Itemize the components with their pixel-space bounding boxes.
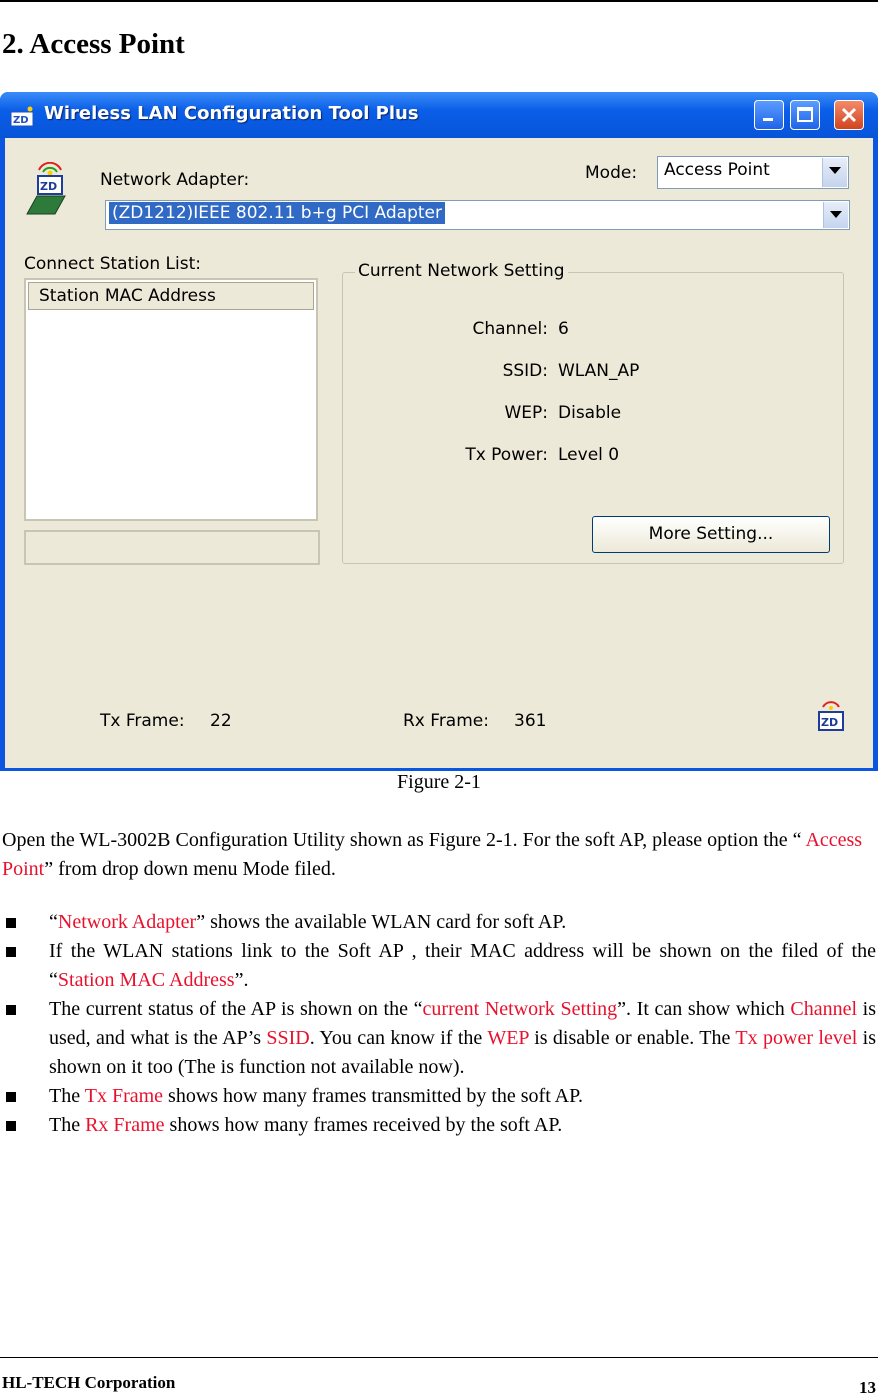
- zd-tray-icon[interactable]: [815, 700, 847, 734]
- zd-app-icon: [10, 106, 34, 128]
- footer-rule: [0, 1357, 878, 1358]
- bullet-item: The current status of the AP is shown on the “current Network Setting”. It can show which Channel is used, and what is the AP’s SSID. You can know if the WEP is disable or enable. The Tx power level is shown on it too (The is function not available now).: [0, 995, 876, 1082]
- channel-value: 6: [558, 319, 569, 339]
- figure-caption: Figure 2-1: [397, 771, 481, 793]
- tx-power-value: Level 0: [558, 445, 620, 465]
- maximize-button[interactable]: [790, 100, 820, 130]
- setting-key: Channel:: [472, 319, 548, 339]
- bullet-square-icon: [6, 947, 16, 957]
- bullet-square-icon: [6, 1005, 16, 1015]
- adapter-select[interactable]: [105, 200, 850, 230]
- top-rule: [0, 0, 878, 2]
- svg-text:ZD: ZD: [13, 115, 29, 126]
- maximize-icon: [791, 101, 819, 129]
- wireless-adapter-icon: [25, 162, 75, 224]
- station-list-label: Connect Station List:: [24, 254, 201, 274]
- close-icon: [835, 101, 863, 129]
- current-network-setting-group: [342, 261, 844, 564]
- bullet-item: If the WLAN stations link to the Soft AP , their MAC address will be shown on the filed of the “Station MAC Address”.: [0, 937, 876, 995]
- mode-select[interactable]: [657, 156, 849, 189]
- window-title: Wireless LAN Configuration Tool Plus: [44, 103, 419, 124]
- station-list[interactable]: [24, 278, 318, 521]
- adapter-select-value: (ZD1212)IEEE 802.11 b+g PCI Adapter: [109, 202, 445, 224]
- chevron-down-icon[interactable]: [822, 158, 847, 187]
- bullet-item: The Rx Frame shows how many frames received by the soft AP.: [0, 1111, 876, 1140]
- rx-frame-label: Rx Frame:: [403, 711, 489, 731]
- title-bar[interactable]: [0, 92, 878, 138]
- setting-key: SSID:: [502, 361, 548, 381]
- bullet-square-icon: [6, 1121, 16, 1131]
- ssid-value: WLAN_AP: [558, 361, 640, 381]
- bullet-item: “Network Adapter” shows the available WLAN card for soft AP.: [0, 908, 876, 937]
- wep-value: Disable: [558, 403, 622, 423]
- group-title: Current Network Setting: [355, 261, 568, 281]
- dialog-body: [5, 138, 873, 768]
- bullet-square-icon: [6, 918, 16, 928]
- config-tool-window: [0, 92, 878, 771]
- page-number: 13: [859, 1378, 876, 1397]
- bullet-list: [0, 908, 876, 1140]
- svg-text:ZD: ZD: [40, 180, 58, 193]
- svg-text:ZD: ZD: [821, 716, 839, 729]
- footer-company: HL-TECH Corporation: [2, 1373, 176, 1392]
- station-status-field: [24, 530, 320, 565]
- intro-paragraph: Open the WL-3002B Configuration Utility shown as Figure 2-1. For the soft AP, please option the “ Access Point” from drop down menu Mode filed.: [2, 829, 863, 880]
- mode-label: Mode:: [585, 163, 638, 183]
- network-adapter-label: Network Adapter:: [100, 170, 250, 190]
- setting-key: Tx Power:: [465, 445, 548, 465]
- section-heading: 2. Access Point: [2, 28, 185, 60]
- bullet-square-icon: [6, 1092, 16, 1102]
- close-button[interactable]: [834, 100, 864, 130]
- mode-select-value: Access Point: [664, 160, 770, 180]
- tx-frame-label: Tx Frame:: [100, 711, 185, 731]
- more-setting-button[interactable]: More Setting...: [592, 516, 830, 553]
- chevron-down-icon[interactable]: [823, 202, 848, 228]
- minimize-icon: [755, 101, 783, 129]
- station-mac-column-header[interactable]: Station MAC Address: [28, 282, 314, 310]
- setting-key: WEP:: [504, 403, 548, 423]
- bullet-item: The Tx Frame shows how many frames transmitted by the soft AP.: [0, 1082, 876, 1111]
- rx-frame-value: 361: [514, 711, 547, 731]
- minimize-button[interactable]: [754, 100, 784, 130]
- tx-frame-value: 22: [210, 711, 232, 731]
